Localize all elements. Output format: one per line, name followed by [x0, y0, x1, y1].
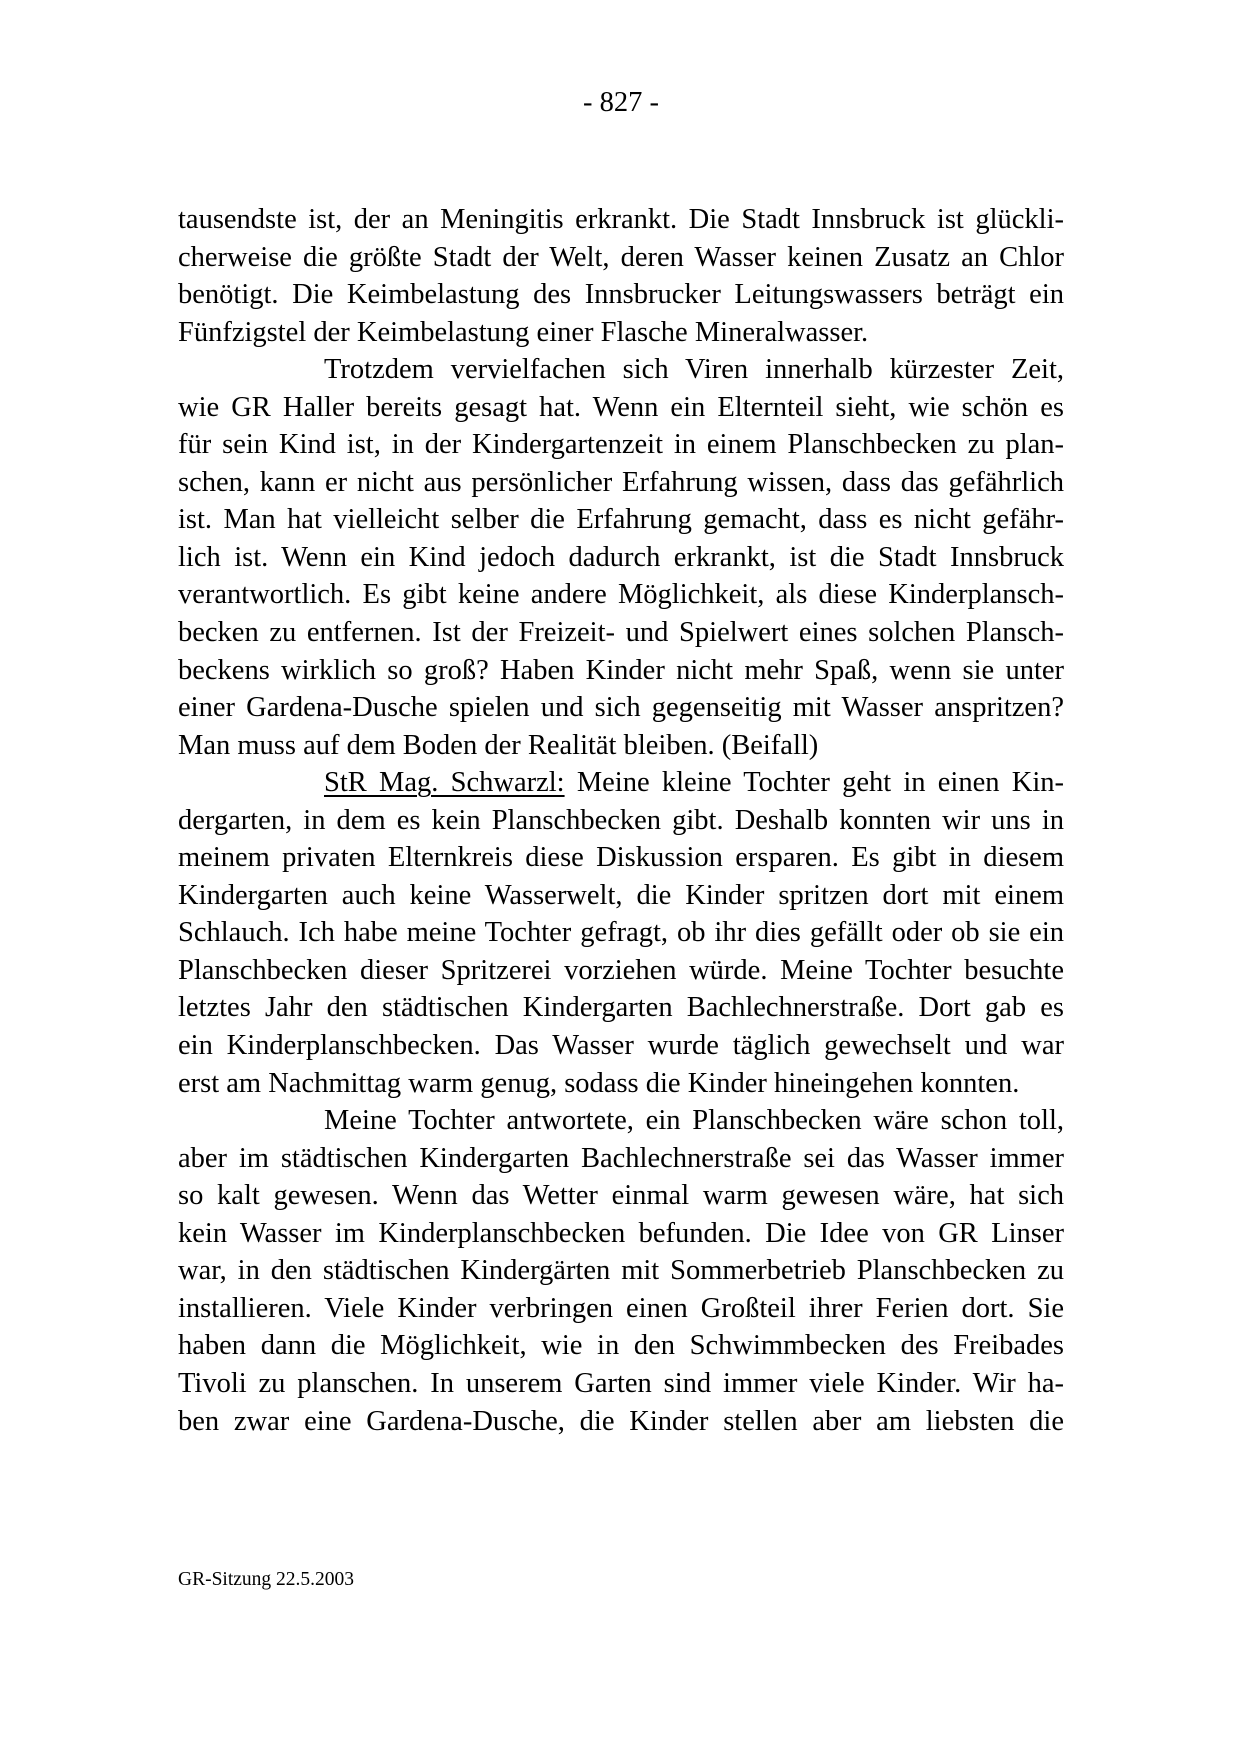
speaker-name-underlined: StR Mag. Schwarzl: — [324, 767, 565, 799]
paragraph — [178, 351, 1064, 764]
text-line: becken zu entfernen. Ist der Freizeit- und Spielwert eines solchen Plansch- — [178, 617, 1064, 649]
text-line: lich ist. Wenn ein Kind jedoch dadurch erkrankt, ist die Stadt Innsbruck — [178, 541, 1064, 573]
text-line: tausendste ist, der an Meningitis erkrankt. Die Stadt Innsbruck ist glückli- — [178, 204, 1064, 235]
text-line: Trotzdem vervielfachen sich Viren innerhalb kürzester Zeit, — [324, 354, 1064, 386]
text-line: ist. Man hat vielleicht selber die Erfahrung gemacht, dass es nicht gefähr- — [178, 504, 1064, 536]
text-line: Kindergarten auch keine Wasserwelt, die Kinder spritzen dort mit einem — [178, 879, 1064, 911]
document-body — [178, 201, 1064, 1440]
text-line: kein Wasser im Kinderplanschbecken befunden. Die Idee von GR Linser — [178, 1217, 1064, 1249]
text-line: für sein Kind ist, in der Kindergartenzeit in einem Planschbecken zu plan- — [178, 429, 1064, 461]
text-line: erst am Nachmittag warm genug, sodass die Kinder hineingehen konnten. — [178, 1067, 1020, 1099]
text-line: haben dann die Möglichkeit, wie in den Schwimmbecken des Freibades — [178, 1330, 1064, 1362]
text-line: meinem privaten Elternkreis diese Diskussion ersparen. Es gibt in diesem — [178, 842, 1064, 874]
footer-session-label: GR-Sitzung 22.5.2003 — [178, 1569, 355, 1590]
text-line: dergarten, in dem es kein Planschbecken gibt. Deshalb konnten wir uns in — [178, 804, 1064, 836]
text-line: ein Kinderplanschbecken. Das Wasser wurde täglich gewechselt und war — [178, 1030, 1064, 1062]
text-line: wie GR Haller bereits gesagt hat. Wenn ein Elternteil sieht, wie schön es — [178, 391, 1064, 423]
text-line: Planschbecken dieser Spritzerei vorziehen würde. Meine Tochter besuchte — [178, 954, 1064, 986]
text-line: war, in den städtischen Kindergärten mit Sommerbetrieb Planschbecken zu — [178, 1255, 1064, 1287]
paragraph — [178, 764, 1064, 1102]
text-line: beckens wirklich so groß? Haben Kinder nicht mehr Spaß, wenn sie unter — [178, 654, 1064, 686]
page-number: - 827 - — [583, 87, 659, 118]
text-line: so kalt gewesen. Wenn das Wetter einmal warm gewesen wäre, hat sich — [178, 1180, 1064, 1212]
text-line: schen, kann er nicht aus persönlicher Erfahrung wissen, dass das gefährlich — [178, 466, 1064, 498]
paragraph — [178, 1102, 1064, 1440]
text-line: verantwortlich. Es gibt keine andere Möglichkeit, als diese Kinderplansch- — [178, 579, 1064, 611]
text-line: ben zwar eine Gardena-Dusche, die Kinder stellen aber am liebsten die — [178, 1405, 1064, 1437]
text-line: letztes Jahr den städtischen Kindergarten Bachlechnerstraße. Dort gab es — [178, 992, 1064, 1024]
text-line: benötigt. Die Keimbelastung des Innsbrucker Leitungswassers beträgt ein — [178, 279, 1064, 311]
text-line: Man muss auf dem Boden der Realität bleiben. (Beifall) — [178, 729, 819, 761]
text-line: einer Gardena-Dusche spielen und sich gegenseitig mit Wasser anspritzen? — [178, 692, 1064, 724]
text-line: Tivoli zu planschen. In unserem Garten sind immer viele Kinder. Wir ha- — [178, 1367, 1064, 1399]
text-line: Schlauch. Ich habe meine Tochter gefragt, ob ihr dies gefällt oder ob sie ein — [178, 917, 1064, 949]
text-line: Fünfzigstel der Keimbelastung einer Flasche Mineralwasser. — [178, 316, 869, 348]
text-line: installieren. Viele Kinder verbringen einen Großteil ihrer Ferien dort. Sie — [178, 1292, 1064, 1324]
text-line: aber im städtischen Kindergarten Bachlechnerstraße sei das Wasser immer — [178, 1142, 1064, 1174]
paragraph — [178, 201, 1064, 351]
text-line: StR Mag. Schwarzl: Meine kleine Tochter geht in einen Kin- — [324, 767, 1064, 799]
text-line: cherweise die größte Stadt der Welt, deren Wasser keinen Zusatz an Chlor — [178, 241, 1064, 273]
text-line: Meine Tochter antwortete, ein Planschbecken wäre schon toll, — [324, 1105, 1064, 1137]
